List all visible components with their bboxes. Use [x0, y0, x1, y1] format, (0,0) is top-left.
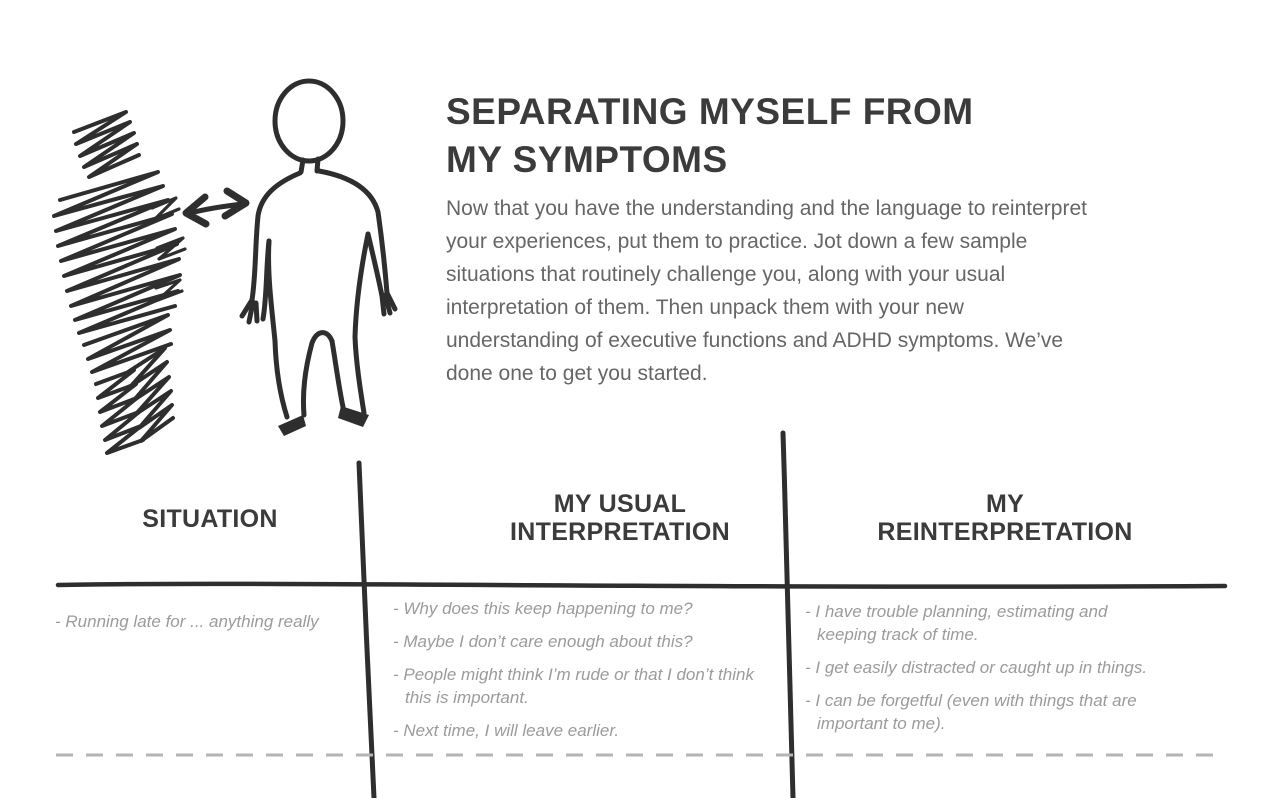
- page-title-line-2: MY SYMPTOMS: [446, 139, 728, 180]
- situation-cell: [55, 610, 355, 643]
- person-outline-figure: [242, 81, 395, 436]
- usual-interpretation-entry: - Why does this keep happening to me?: [393, 599, 693, 618]
- situation-entry: - Running late for ... anything really: [55, 612, 319, 631]
- reinterpretation-entry: - I get easily distracted or caught up in things.: [805, 658, 1148, 677]
- usual-interpretation-entry: - Next time, I will leave earlier.: [393, 721, 620, 740]
- double-arrow-icon: [186, 191, 246, 224]
- intro-paragraph: Now that you have the understanding and the language to reinterpret your experiences, put them to practice. Jot down a few sample situations that routinely challenge you, along with your usual interpretation of them. Then unpack them with your new understanding of executive functions and ADHD symptoms. We’ve done one to get you started.: [446, 197, 1087, 385]
- usual-interpretation-entry: - People might think I’m rude or that I don’t think this is important.: [393, 665, 754, 707]
- reinterpretation-entry: - I can be forgetful (even with things that are important to me).: [805, 691, 1137, 733]
- table-column-divider-2: [783, 433, 793, 798]
- usual-interpretation-cell: [393, 597, 765, 752]
- table-header-rule: [58, 584, 1225, 587]
- column-header-situation: SITUATION: [142, 505, 278, 533]
- column-header-usual-interpretation: MY USUAL INTERPRETATION: [510, 490, 730, 546]
- page-title: [446, 88, 1086, 184]
- reinterpretation-cell: [805, 600, 1167, 745]
- page-title-line-1: SEPARATING MYSELF FROM: [446, 91, 974, 132]
- column-header-reinterpretation: MY REINTERPRETATION: [877, 490, 1133, 546]
- usual-interpretation-entry: - Maybe I don’t care enough about this?: [393, 632, 693, 651]
- table-column-divider-1: [359, 463, 374, 798]
- symptoms-scribble-figure: [54, 112, 185, 453]
- reinterpretation-entry: - I have trouble planning, estimating and keeping track of time.: [805, 602, 1108, 644]
